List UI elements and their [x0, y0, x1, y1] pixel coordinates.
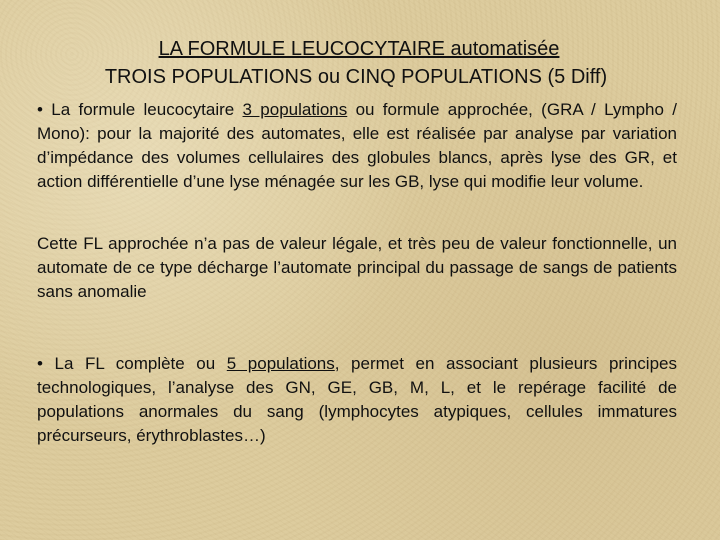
paragraph-three-populations — [37, 98, 677, 194]
paragraph-text-end: ou formule approchée, (GRA / Lympho / Mono): pour la majorité des automates, elle est réalisée par analyse par variation d’impédance des volumes cellulaires des globules blancs, après lyse des GR, et action différentielle d’une lyse ménagée sur les GB, lyse qui modifie leur volume. — [37, 100, 677, 191]
paragraph-text-end: , permet en associant plusieurs principes technologiques, l’analyse des GN, GE, GB, M, L, et le repérage facilité de populations anormales du sang (lymphocytes atypiques, cellules immatures précurseurs, érythroblastes…) — [37, 354, 677, 445]
paragraph-text-start: La FL complète ou — [54, 354, 227, 373]
paragraph-text-start: La formule leucocytaire — [51, 100, 243, 119]
title-line-1: LA FORMULE LEUCOCYTAIRE automatisée — [158, 38, 560, 60]
bullet: • — [37, 354, 43, 373]
slide-title — [0, 36, 720, 90]
paragraph-five-populations — [37, 352, 677, 448]
underlined-term: 5 populations — [226, 354, 335, 373]
underlined-term: 3 populations — [242, 100, 348, 119]
title-line-2: TROIS POPULATIONS ou CINQ POPULATIONS (5 Diff) — [104, 66, 608, 88]
bullet: • — [37, 100, 43, 119]
paragraph-approximate-fl: Cette FL approchée n’a pas de valeur légale, et très peu de valeur fonctionnelle, un automate de ce type décharge l’automate principal du passage de sangs de patients sans anomalie — [37, 234, 677, 301]
